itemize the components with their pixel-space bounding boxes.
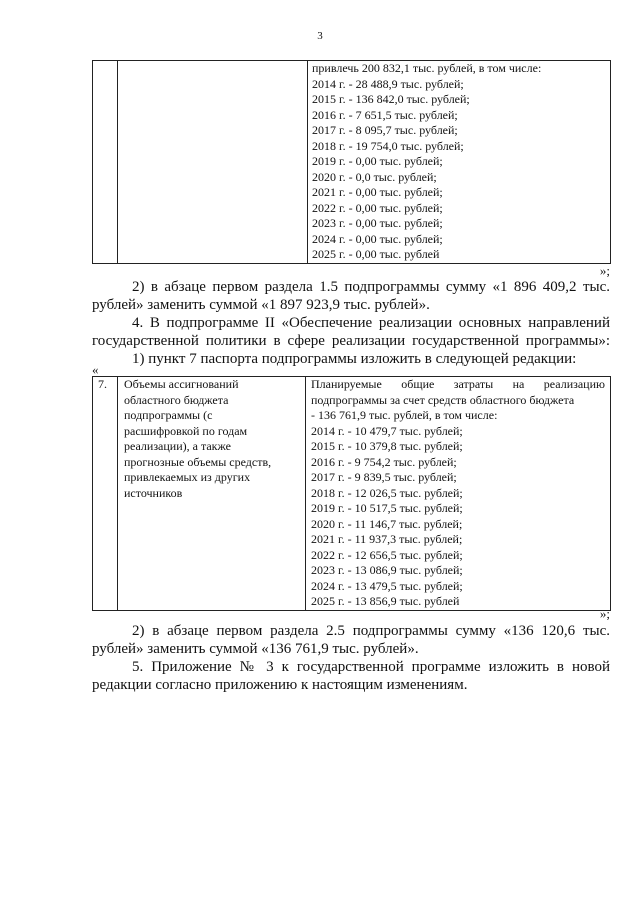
label-line: прогнозные объемы средств, (124, 454, 272, 469)
financing-table-continuation (92, 60, 611, 264)
value-line: 2017 г. - 9 839,5 тыс. рублей; (311, 470, 457, 484)
financing-line: 2025 г. - 0,00 тыс. рублей (312, 247, 440, 261)
paragraph-line: государственной политики в сфере реализации государственной программы»: (92, 333, 610, 349)
label-line: подпрограммы (с (124, 408, 213, 422)
value-line: подпрограммы за счет средств областного бюджета (311, 392, 575, 407)
financing-line: 2018 г. - 19 754,0 тыс. рублей; (312, 138, 464, 153)
value-line: 2014 г. - 10 479,7 тыс. рублей; (311, 423, 463, 438)
financing-line: 2021 г. - 0,00 тыс. рублей; (312, 185, 443, 199)
label-line: реализации), а также (124, 439, 231, 453)
value-line: 2016 г. - 9 754,2 тыс. рублей; (311, 454, 457, 469)
paragraph-line: редакции согласно приложению к настоящим изменениям. (92, 677, 468, 693)
paragraph-line: рублей» заменить суммой «136 761,9 тыс. рублей». (92, 641, 419, 657)
financing-line: 2016 г. - 7 651,5 тыс. рублей; (312, 107, 458, 122)
item-number: 7. (98, 377, 107, 391)
financing-line: 2014 г. - 28 488,9 тыс. рублей; (312, 76, 464, 91)
item-number-cell (93, 377, 118, 611)
paragraph-line: 5. Приложение № 3 к государственной программе изложить в новой (132, 659, 610, 675)
financing-line: 2023 г. - 0,00 тыс. рублей; (312, 216, 443, 230)
value-line: 2019 г. - 10 517,5 тыс. рублей; (311, 501, 463, 515)
value-line: 2023 г. - 13 086,9 тыс. рублей; (311, 563, 463, 577)
financing-cell (308, 61, 611, 264)
label-line: областного бюджета (124, 392, 229, 407)
financing-line: 2015 г. - 136 842,0 тыс. рублей; (312, 92, 470, 106)
value-line: Планируемые общие затраты на реализацию (311, 377, 605, 391)
closing-quote: »; (599, 263, 610, 278)
page-number: 3 (317, 30, 323, 42)
budget-allocation-table (92, 376, 611, 611)
value-line: 2021 г. - 11 937,3 тыс. рублей; (311, 532, 463, 546)
value-line: 2024 г. - 13 479,5 тыс. рублей; (311, 578, 463, 593)
value-line: 2022 г. - 12 656,5 тыс. рублей; (311, 547, 463, 562)
label-line: источников (124, 485, 183, 500)
financing-line: привлечь 200 832,1 тыс. рублей, в том числе: (312, 61, 542, 75)
financing-line: 2019 г. - 0,00 тыс. рублей; (312, 154, 443, 168)
financing-line: 2022 г. - 0,00 тыс. рублей; (312, 200, 443, 215)
label-line: Объемы ассигнований (124, 377, 239, 391)
opening-quote: « (92, 362, 99, 377)
paragraph-line: 2) в абзаце первом раздела 2.5 подпрограммы сумму «136 120,6 тыс. (132, 623, 610, 639)
value-cell (306, 377, 611, 611)
financing-line: 2020 г. - 0,0 тыс. рублей; (312, 169, 437, 184)
value-line: 2020 г. - 11 146,7 тыс. рублей; (311, 516, 463, 531)
financing-line: 2024 г. - 0,00 тыс. рублей; (312, 231, 443, 246)
label-cell (118, 377, 306, 611)
value-line: 2015 г. - 10 379,8 тыс. рублей; (311, 439, 463, 453)
value-line: 2018 г. - 12 026,5 тыс. рублей; (311, 485, 463, 500)
label-line: привлекаемых из других (124, 470, 251, 484)
label-cell (118, 61, 308, 264)
closing-quote: »; (599, 606, 610, 621)
label-line: расшифровкой по годам (124, 423, 248, 438)
value-line: - 136 761,9 тыс. рублей, в том числе: (311, 408, 498, 422)
paragraph-line: 1) пункт 7 паспорта подпрограммы изложить в следующей редакции: (132, 351, 577, 367)
paragraph-line: рублей» заменить суммой «1 897 923,9 тыс. рублей». (92, 297, 430, 313)
value-line: 2025 г. - 13 856,9 тыс. рублей (311, 594, 460, 608)
paragraph-line: 2) в абзаце первом раздела 1.5 подпрограммы сумму «1 896 409,2 тыс. (132, 279, 610, 295)
financing-line: 2017 г. - 8 095,7 тыс. рублей; (312, 123, 458, 137)
paragraph-line: 4. В подпрограмме II «Обеспечение реализации основных направлений (132, 315, 610, 331)
number-cell (93, 61, 118, 264)
